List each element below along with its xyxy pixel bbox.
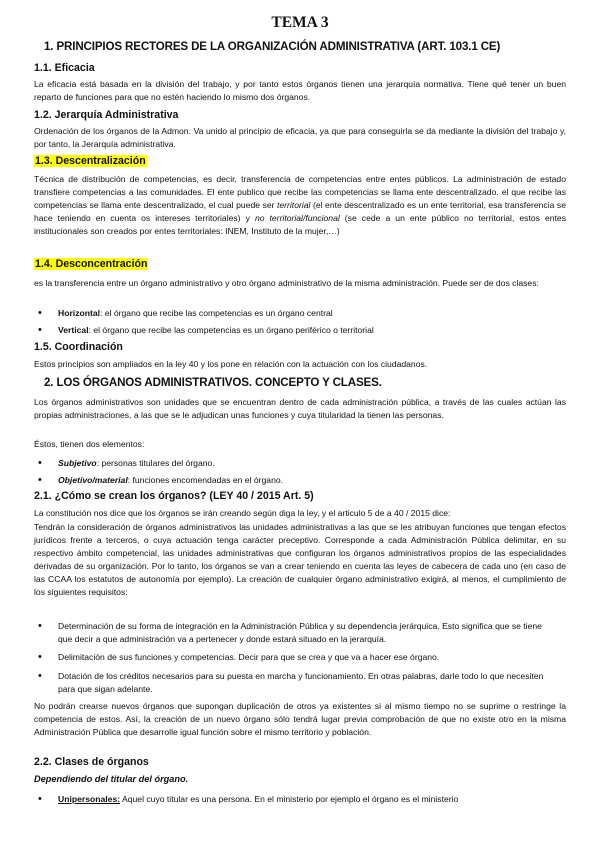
highlight-1-4: 1.4. Desconcentración: [35, 258, 148, 270]
heading-2-1: 2.1. ¿Cómo se crean los órganos? (LEY 40 / 2015 Art. 5): [34, 490, 314, 502]
paragraph-2-1-lead: La constitución nos dice que los órganos se irán creando según diga la ley, y el articulo 5 de a 40 / 2015 dice:: [34, 508, 451, 518]
list-item-subjetivo: • Subjetivo: personas titulares del órgano.: [58, 457, 552, 470]
heading-1-5: 1.5. Coordinación: [34, 341, 123, 353]
list-item-vertical: • Vertical: el órgano que recibe las competencias es un órgano periférico o territorial: [58, 324, 552, 337]
paragraph-1-1: La eficacia está basada en la división del trabajo, y por tanto estos órganos tienen una jerarquía normativa. Tiene qué tener un buen reparto de funciones para que no estén haciendo lo mismo dos órganos.: [34, 79, 566, 102]
list-item-unipersonales: • Unipersonales: Aquel cuyo titular es una persona. En el ministerio por ejemplo el órgano es el ministerio: [58, 793, 552, 806]
heading-1-4: [34, 258, 148, 270]
requirement-item-1: • Determinación de su forma de integración en la Administración Pública y su dependencia jerárquica. Esto significa que se tiene que decir a que administración va a pertenecer y donde estará situado en la jerarquía.: [58, 620, 552, 646]
paragraph-1-2: Ordenación de los órganos de la Admon. Va unido al principio de eficacia, ya que para conseguirla se da mediante la división del trabajo y, por tanto, la Jerarquía administrativa.: [34, 126, 566, 149]
requirement-item-2: • Delimitación de sus funciones y competencias. Decir para que se crea y que va a hacer ese órgano.: [58, 651, 552, 664]
section-2-heading: 2. LOS ÓRGANOS ADMINISTRATIVOS. CONCEPTO Y CLASES.: [44, 376, 382, 389]
paragraph-2-1: Tendrán la consideración de órganos administrativos las unidades administrativas a las que se les atribuyan funciones que tengan efectos jurídicos frente a terceros, o cuya actuación tenga carácter preceptivo. Corresponde a cada Administración Pública delimitar, en su respectivo ámbito competencial, las unidades administrativas que configuran los órganos administrativos propios de las especialidades derivadas de su organización. Por lo tanto, los órganos se van a crear teniendo en cuenta las leyes de cabecera de cada uno (en caso de las CCAA los estatutos de autonomía por ejemplo). La creación de cualquier órgano administrativo exigirá, al menos, el cumplimiento de los siguientes requisitos:: [34, 522, 566, 597]
paragraph-1-5: Estos principios son ampliados en la ley 40 y los pone en relación con la actuación con los ciudadanos.: [34, 359, 428, 369]
list-item-objetivo: • Objetivo/material: funciones encomendadas en el órgano.: [58, 474, 552, 487]
page-title: TEMA 3: [271, 14, 329, 31]
section-1-heading: 1. PRINCIPIOS RECTORES DE LA ORGANIZACIÓN ADMINISTRATIVA (ART. 103.1 CE): [44, 40, 501, 53]
requirement-item-3: • Dotación de los créditos necesarios para su puesta en marcha y funcionamiento. En otras palabras, darle todo lo que necesiten para que sigan adelante.: [58, 670, 552, 696]
heading-2-2: 2.2. Clases de órganos: [34, 756, 149, 768]
heading-1-3: [34, 155, 147, 167]
paragraph-1-4: es la transferencia entre un órgano administrativo y otro órgano administrativo de la misma administración. Puede ser de dos clases:: [34, 278, 539, 288]
list-item-horizontal: • Horizontal: el órgano que recibe las competencias es un órgano central: [58, 307, 552, 320]
highlight-1-3: 1.3. Descentralización: [35, 155, 146, 167]
paragraph-elements-intro: Éstos, tienen dos elementos:: [34, 439, 145, 449]
paragraph-1-3: Técnica de distribución de competencias, es decir, transferencia de competencias entre entes públicos. La administración de estado transfiere competencias a las comunidades. El ente publico que recibe las competencias se llama ente descentralizado. el que recibe las competencias se llama ente descentralizado, el cual puede ser territorial (el ente descentralizado es un ente territorial, esa transferencia se hace teniendo en cuenta os intereses territoriales) y no territorial/funcional (se cede a un ente público no territorial, estos entes institucionales son creados por entes territoriales: INEM, Instituto de la mujer,…): [34, 174, 567, 236]
heading-1-2: 1.2. Jerarquía Administrativa: [34, 109, 179, 121]
paragraph-2-1-closing: No podrán crearse nuevos órganos que supongan duplicación de otros ya existentes si al mismo tiempo no se suprime o restringe la competencia de estos. Así, la creación de un nuevo órgano sólo tendrá lugar previa comprobación de que no existe otro en la misma Administración Pública que desarrolle igual función sobre el mismo territorio y población.: [34, 701, 566, 737]
heading-1-1: 1.1. Eficacia: [34, 62, 95, 74]
paragraph-2-intro: Los órganos administrativos son unidades que se encuentran dentro de cada administración pública, a través de las cuales actúan las propias administraciones, a las que se le adjudican unas funciones y cuya titularidad la tienen las personas.: [34, 397, 566, 420]
subheading-titular: Dependiendo del titular del órgano.: [34, 774, 189, 784]
